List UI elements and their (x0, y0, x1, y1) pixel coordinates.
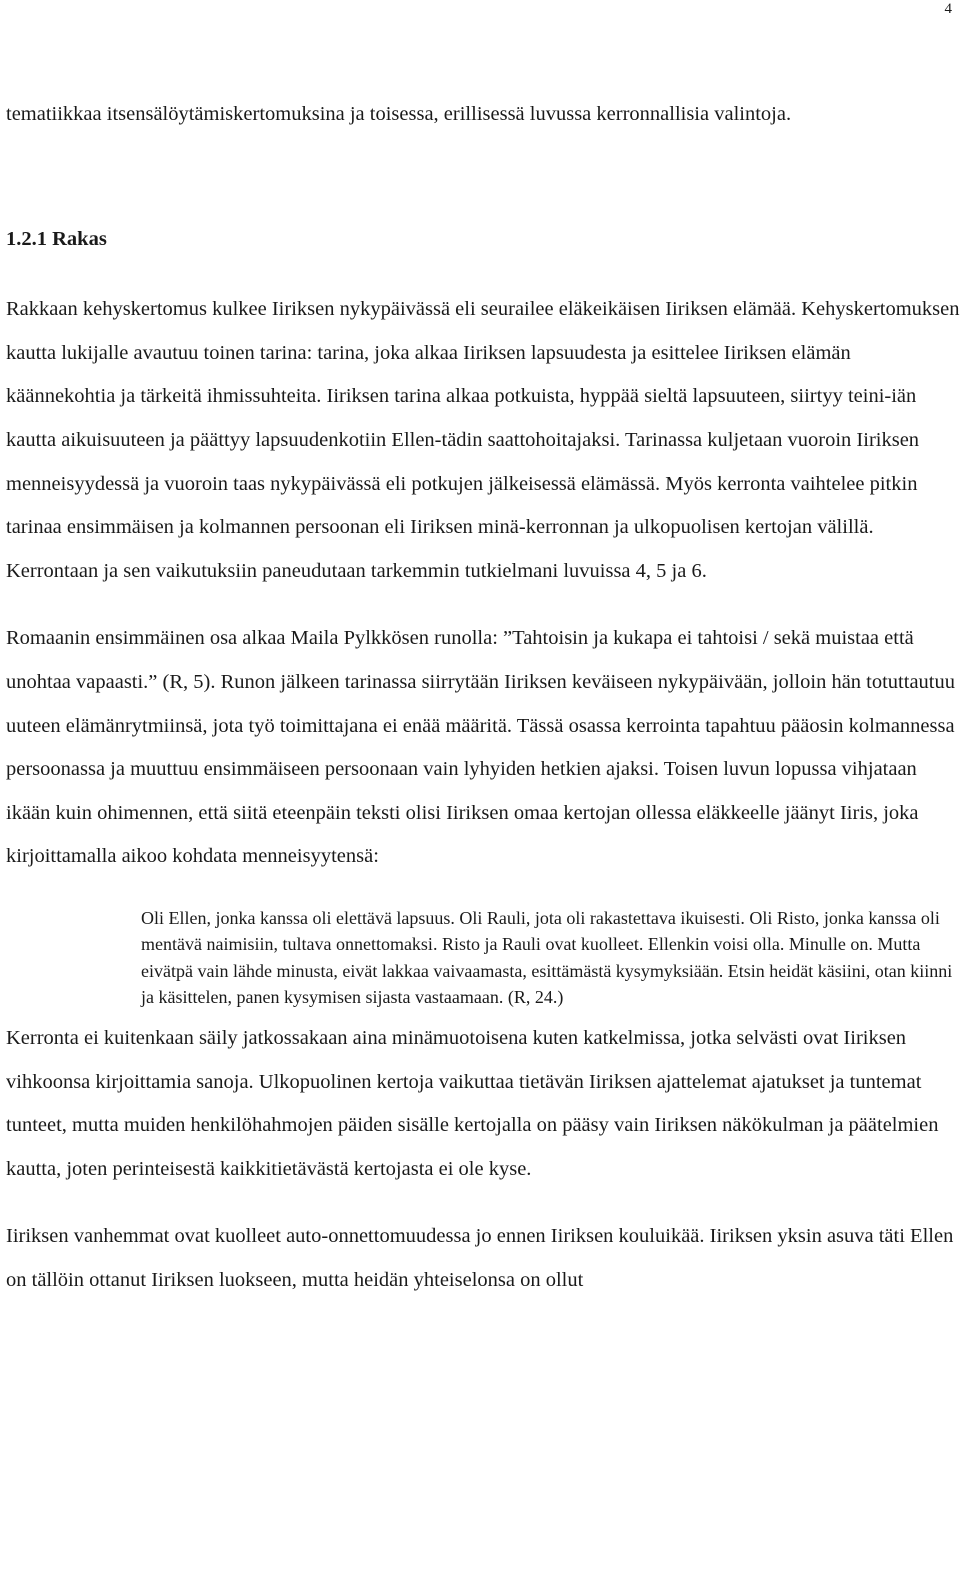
paragraph-narration: Kerronta ei kuitenkaan säily jatkossakaan aina minämuotoisena kuten katkelmissa, jotka selvästi ovat Iiriksen vihkoonsa kirjoittamia sanoja. Ulkopuolinen kertoja vaikuttaa tietävän Iiriksen ajattelemat ajatukset ja tuntemat tunteet, mutta muiden henkilöhahmojen päiden sisälle kertojalla on pääsy vain Iiriksen näkökulman ja päätelmien kautta, joten perinteisestä kaikkitietävästä kertojasta ei ole kyse. (6, 1026, 939, 1180)
spacer (6, 593, 960, 617)
spacer (6, 879, 960, 905)
spacer (6, 137, 960, 218)
document-body (6, 93, 960, 1302)
intro-paragraph: tematiikkaa itsensälöytämiskertomuksina ja toisessa, erillisessä luvussa kerronnallisia valintoja. (6, 103, 792, 125)
page-number: 4 (944, 1, 952, 17)
paragraph-parents: Iiriksen vanhemmat ovat kuolleet auto-onnettomuudessa jo ennen Iiriksen kouluikää. Iiriksen yksin asuva täti Ellen on tällöin ottanut Iiriksen luokseen, mutta heidän yhteiselonsa on ollut (6, 1225, 954, 1291)
block-quote: Oli Ellen, jonka kanssa oli elettävä lapsuus. Oli Rauli, jota oli rakastettava ikuisesti. Oli Risto, jonka kanssa oli mentävä naimisiin, tultava onnettomaksi. Risto ja Rauli ovat kuolleet. Ellenkin voisi olla. Minulle on. Mutta eivätpä vain lähde minusta, eivät lakkaa vaivaamasta, esittämästä kysymyksiään. Etsin heidät käsiini, otan kiinni ja käsittelen, panen kysymisen sijasta vastaamaan. (R, 24.) (141, 907, 953, 1008)
paragraph-novel-opening: Romaanin ensimmäinen osa alkaa Maila Pylkkösen runolla: ”Tahtoisin ja kukapa ei tahtoisi / sekä muistaa että unohtaa vapaasti.” (R, 5). Runon jälkeen tarinassa siirrytään Iiriksen keväiseen nykypäivään, jolloin hän totuttautuu uuteen elämänrytmiinsä, jota työ toimittajana ei enää määritä. Tässä osassa kerrointa tapahtuu pääosin kolmannessa persoonassa ja muuttuu ensimmäiseen persoonaan vain lyhyiden hetkien ajaksi. Toisen luvun lopussa vihjataan ikään kuin ohimennen, että siitä eteenpäin teksti olisi Iiriksen omaa kertojan ollessa eläkkeelle jäänyt Iiris, joka kirjoittamalla aikoo kohdata menneisyytensä: (6, 627, 955, 868)
spacer (6, 1191, 960, 1215)
paragraph-frame-story: Rakkaan kehyskertomus kulkee Iiriksen nykypäivässä eli seurailee eläkeikäisen Iiriksen elämää. Kehyskertomuksen kautta lukijalle avautuu toinen tarina: tarina, joka alkaa Iiriksen lapsuudesta ja esittelee Iiriksen elämän käännekohtia ja tärkeitä ihmissuhteita. Iiriksen tarina alkaa potkuista, hyppää sieltä lapsuuteen, siirtyy teini-iän kautta aikuisuuteen ja päättyy lapsuudenkotiin Ellen-tädin saattohoitajaksi. Tarinassa kuljetaan vuoroin Iiriksen menneisyydessä ja vuoroin taas nykypäivässä eli potkujen jälkeisessä elämässä. Myös kerronta vaihtelee pitkin tarinaa ensimmäisen ja kolmannen persoonan eli Iiriksen minä-kerronnan ja ulkopuolisen kertojan välillä. Kerrontaan ja sen vaikutuksiin paneudutaan tarkemmin tutkielmani luvuissa 4, 5 ja 6. (6, 298, 960, 582)
section-heading: 1.2.1 Rakas (6, 227, 107, 250)
spacer (6, 261, 960, 288)
